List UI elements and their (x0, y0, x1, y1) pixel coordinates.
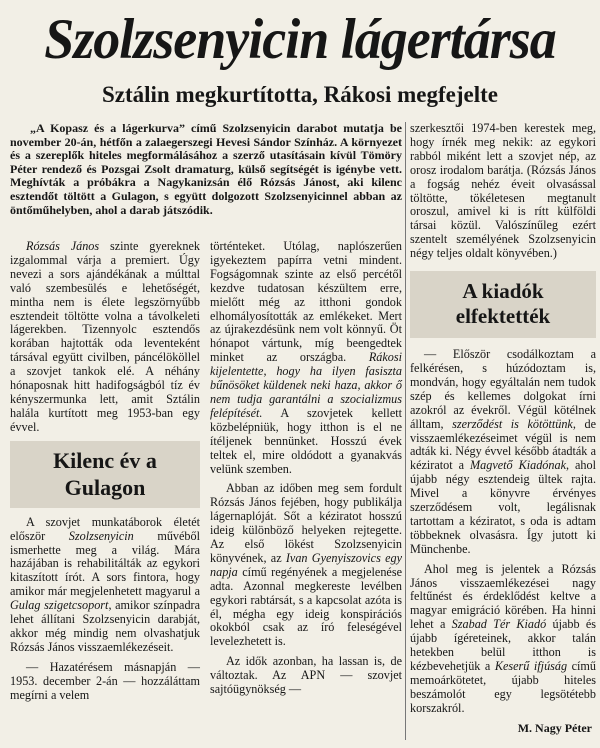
col3-text-3c: című memoárkötetet, újabb hiteles beszámolót egy legsötétebb korszakról. (410, 659, 597, 715)
col3-paragraph-2 (410, 348, 596, 557)
col1-text-2a: A szovjet munkatáborok életét először (10, 514, 200, 543)
col3-italic-contract: szerződést is kötöttünk (452, 416, 573, 431)
col1-italic-book: Gulag szigetcsoport (10, 598, 109, 613)
col1-paragraph-3: — Hazatérésem másnapján — 1953. december 2-án — hozzáláttam megírni a velem (10, 659, 200, 702)
col3-text-2b: , de visszaemlékezéseimet végül is nem adták ki. Négy évvel később átadták a kéziratot a (410, 416, 596, 473)
col1-italic-author: Szolzsenyicin (68, 528, 134, 543)
col2-paragraph-3: Az idők azonban, ha lassan is, de változtak. Az APN — szovjet sajtóügynökség — (210, 654, 402, 697)
col3-paragraph-1: szerkesztői 1974-ben kerestek meg, hogy írnék meg nekik: az egykori rabból miként lett a szovjet nép, az orosz irodalom barátja. (Rózsás János a fogság nehéz éveit olvasással töltötte, tökéletesen megtanult oroszul, amivel ki is rítt külföldi társai közül. Valószínűleg ezért szentelt személyének Szolzsenyicin négy teljes oldalt könyvében.) (410, 121, 596, 261)
col3-text-2c: , ahol újabb négy esztendeig ültek rajta. Mivel a könyvre érvényes szerződésem volt, legálisnak tartottam a kéziratot, s oda is adtam többeknek olvasásra. Így jutott ki Münchenbe. (410, 458, 596, 556)
col2-text-2-end: című regényének a megjelenése adta. Azonnal megkereste levélben egykori rabtársát, s a kapcsolat azóta is él, mégha egy ideig konspirációs okokból csak az író feleségével levelezhetett is. (210, 564, 402, 649)
lead-text: „A Kopasz és a lágerkurva” című Szolzsenyicin darabot mutatja be november 20-án, hétfőn a zalaegerszegi Hevesi Sándor Színház. A környezet és a szereplők hiteles megformálásához a szerző utasításain kívül Tömöry Péter rendező és Pozsgai Zsolt dramaturg, külső segítségét is igénybe vett. Meghívták a próbákra a Nagykanizsán élő Rózsás Jánost, aki kilenc esztendőt töltött a Gulagon, s együtt dolgozott Szolzsenyicinnel abban az öntőműhelyben, ahol a darab játszódik. (10, 121, 402, 217)
subsection-heading-gulag: Kilenc év a Gulagon (10, 441, 200, 508)
col1-text-2b: művéből ismerhette meg a világ. Mára hazájában is rehabilitálták az egykori kitaszított írót. A sors fintora, hogy amikor már megjelenhetett magyarul a (10, 528, 200, 599)
col3-italic-publisher-2: Szabad Tér Kiadó (451, 617, 547, 632)
col2-paragraph-2 (210, 482, 402, 649)
col1-text-1: szinte gyereknek izgalommal várja a premiert. Úgy nevezi a sors ajándékának a múlttal való szembesülés e lehetőségét, mintha nem is élete legszörnyűbb esztendeit töltötte volna a távolkeleti lágerekben. Tizennyolc esztendős korában hajtották oda leventeként társával együtt civilben, páncélököllel a szovjet tankok elé. A néhány hónaposnak hitt hadifogságból tíz év kényszermunka lett, amit Sztálin halála kurtított meg 1953-ban egy évvel. (10, 239, 201, 434)
col2-italic-book: Ivan Gyenyiszovics egy napja (210, 550, 403, 579)
col2-text-1-end: A szovjetek kellett közbelépniük, hogy itthon is el ne ítéljenek bennünket. Hosszú évek teltek el, mire oldódott a gyanakvás velünk szemben. (210, 405, 402, 476)
col3-italic-publisher: Magvető Kiadónak (469, 458, 566, 473)
col2-text-1: történteket. Utólag, naplószerűen igyekeztem papírra vetni mindent. Fogságomnak szinte az első percétől kezdve tudatosan készültem erre, mielőtt még az itthoni gondok elhomályosították az emlékeket. Mert az újrakezdésünk nem volt könnyű. Öt hónapot vártunk, míg beengedtek minket az országba. (210, 239, 402, 365)
headline: Szolzsenyicin lágertársa (44, 7, 556, 71)
author-signature: M. Nagy Péter (517, 720, 592, 735)
col1-paragraph-2 (10, 516, 200, 655)
col1-name: Rózsás János (26, 239, 100, 253)
col3-paragraph-3 (410, 563, 596, 716)
col1-paragraph-1 (10, 240, 200, 435)
subheadline: Sztálin megkurtította, Rákosi megfejelte (101, 82, 499, 107)
column-3 (410, 122, 596, 736)
subsection-heading-kiadok: A kiadók elfektették (410, 271, 596, 338)
col1-text-2c: , amikor színpadra lehet állítani Szolzsenyicin darabját, akkor még mindig nem olvashatjuk Rózsás János visszaemlékezéseit. (10, 598, 201, 654)
col2-paragraph-1 (210, 240, 402, 476)
col3-text-3a: Ahol meg is jelentek a Rózsás János visszaemlékezései nagy feltűnést és érdeklődést keltve a magyar emigráció körében. Ha hinni lehet a (410, 561, 596, 632)
col3-text-3b: újabb és újabb ígéreteinek, akkor talán hetekben belül itthon is kézbevehetjük a (410, 617, 596, 673)
lead-paragraph (10, 122, 402, 217)
col2-italic-quote: Rákosi kijelentette, hogy ha ilyen fasiszta bűnösöket küldenek neki haza, akkor ő nem tudja garantálni a szocializmus felépítését. (210, 350, 402, 420)
column-2 (210, 240, 402, 697)
column-divider (405, 122, 406, 740)
column-1 (10, 240, 200, 702)
col3-text-2a: — Először csodálkoztam a felkérésen, s húzódoztam is, mondván, hogy egyáltalán nem tudok szép és kellemes dolgokat írni azokról az évekről. Végül kötélnek álltam, (410, 347, 596, 431)
col3-italic-memoir: Keserű ifjúság (494, 659, 568, 673)
col2-text-2: Abban az időben meg sem fordult Rózsás János fejében, hogy publikálja lágernaplóját. Sőt a kéziratot hosszú ideig különböző helyeken rejtegette. Az első lökést Szolzsenyicin könyvének, az (210, 481, 402, 565)
